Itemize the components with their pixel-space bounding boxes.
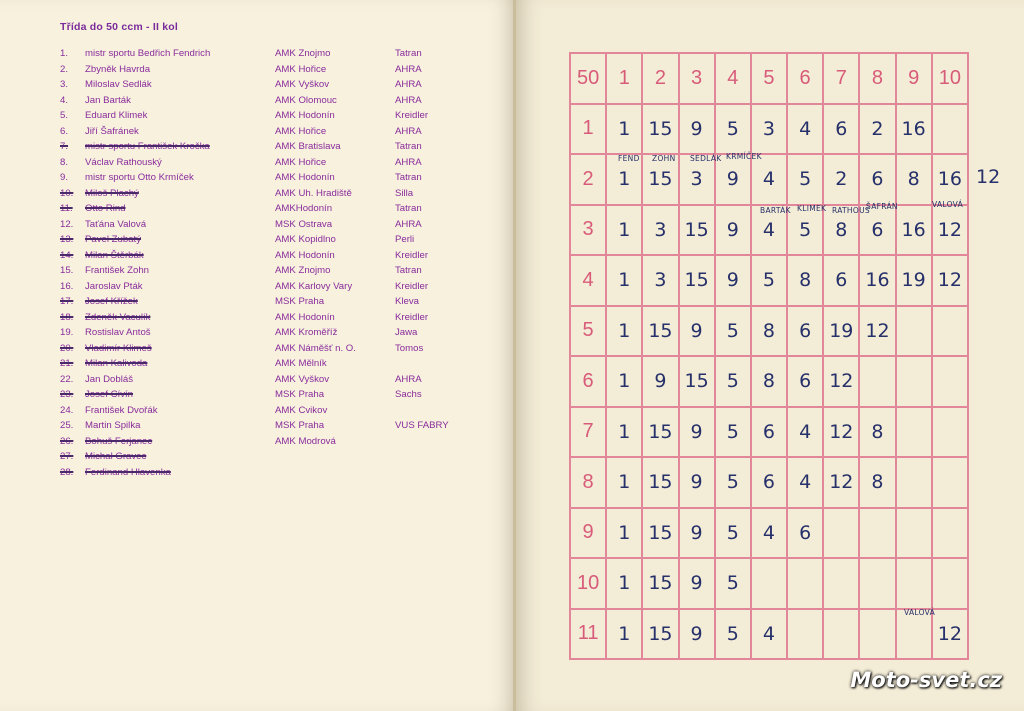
- lap-cell: 5: [715, 407, 751, 458]
- lap-cell: 6: [751, 457, 787, 508]
- lap-cell: 9: [715, 154, 751, 205]
- entry-club: AMK Znojmo: [275, 265, 331, 276]
- lap-cell: 4: [751, 508, 787, 559]
- entry-make: AHRA: [395, 94, 422, 106]
- lap-cell: 6: [787, 508, 823, 559]
- entry-name: Martin Spilka: [85, 420, 141, 431]
- lap-cell: 1: [606, 356, 642, 407]
- lap-cell: 9: [679, 508, 715, 559]
- entry-club: AMK Hořice: [275, 156, 327, 168]
- lap-cell: 9: [679, 306, 715, 357]
- lap-cell: 5: [715, 508, 751, 559]
- entry-name: Jiří Šafránek: [85, 125, 139, 137]
- lap-cell: 1: [606, 558, 642, 609]
- entry-club: AMK Hodonín: [275, 249, 335, 261]
- lap-cell: 15: [642, 609, 678, 660]
- lap-cell: 15: [642, 306, 678, 357]
- entry-number: 17.: [60, 296, 74, 307]
- lap-label: 3: [570, 205, 606, 256]
- lap-row: [570, 306, 968, 357]
- entry-club: AMK Hořice: [275, 125, 327, 137]
- entry-number: 18.: [60, 311, 74, 323]
- lap-label: 4: [570, 255, 606, 306]
- entry-make: Silla: [395, 187, 414, 199]
- lap-cell: 6: [859, 154, 895, 205]
- entry-make: Tatran: [395, 172, 422, 183]
- entry-make: VUS FABRY: [395, 420, 449, 431]
- lap-cell: 19: [896, 255, 932, 306]
- lap-cell: 6: [823, 255, 859, 306]
- lap-cell: 1: [606, 306, 642, 357]
- lap-cell: 15: [642, 104, 678, 155]
- lap-cell: [823, 609, 859, 660]
- lap-label: 2: [570, 154, 606, 205]
- entry-name: Eduard Klimek: [85, 110, 148, 121]
- lap-cell: 8: [859, 457, 895, 508]
- entry-name: Pavel Zubatý: [85, 234, 141, 245]
- lap-cell: 9: [679, 104, 715, 155]
- lap-cell: [932, 104, 968, 155]
- column-header: 3: [679, 53, 715, 104]
- entry-club: AMK Mělník: [275, 358, 327, 369]
- lap-cell: 1: [606, 457, 642, 508]
- entry-name: Taťána Valová: [85, 218, 147, 230]
- entry-number: 11.: [60, 203, 73, 214]
- lap-cell: [751, 558, 787, 609]
- lap-cell: 8: [751, 306, 787, 357]
- lap-cell: 6: [787, 306, 823, 357]
- column-header: 10: [932, 53, 968, 104]
- entry-club: AMK Znojmo: [275, 48, 331, 59]
- lap-cell: [859, 609, 895, 660]
- entry-number: 3.: [60, 79, 69, 90]
- entry-make: Kreidler: [395, 311, 429, 323]
- lap-cell: [896, 356, 932, 407]
- entry-club: AMK Kopidlno: [275, 234, 336, 245]
- entry-club: AMK Modrová: [275, 435, 336, 447]
- lap-cell: 15: [642, 457, 678, 508]
- lap-label: 7: [570, 407, 606, 458]
- lap-cell: 6: [823, 104, 859, 155]
- lap-cell: 8: [896, 154, 932, 205]
- entry-club: AMK Hodonín: [275, 172, 335, 183]
- entry-make: Kreidler: [395, 280, 429, 292]
- lap-row: [570, 407, 968, 458]
- rider-label: RATHOUS: [832, 206, 870, 215]
- entry-name: Michal Gravec: [85, 451, 147, 462]
- entry-number: 20.: [60, 342, 74, 354]
- lap-row: [570, 104, 968, 155]
- lap-cell: 16: [896, 205, 932, 256]
- entry-make: Perli: [395, 234, 415, 245]
- lap-row: [570, 356, 968, 407]
- entry-club: MSK Ostrava: [275, 218, 333, 230]
- lap-row: [570, 457, 968, 508]
- entry-club: AMK Hodonín: [275, 110, 335, 121]
- entry-club: AMK Hořice: [275, 63, 327, 75]
- lap-cell: 5: [787, 205, 823, 256]
- entry-make: Tomos: [395, 342, 424, 354]
- rider-label: VALOVÁ: [932, 200, 964, 209]
- column-header: 1: [606, 53, 642, 104]
- lap-cell: 15: [642, 558, 678, 609]
- lap-cell: 4: [787, 104, 823, 155]
- entry-name: Miloslav Sedlák: [85, 79, 152, 90]
- lap-cell: 5: [751, 255, 787, 306]
- entry-number: 16.: [60, 280, 74, 292]
- lap-cell: 5: [715, 609, 751, 660]
- entry-club: MSK Praha: [275, 296, 325, 307]
- entry-make: Kreidler: [395, 249, 429, 261]
- lap-cell: 5: [715, 306, 751, 357]
- lap-cell: [896, 508, 932, 559]
- lap-cell: [932, 306, 968, 357]
- entry-number: 12.: [60, 218, 74, 230]
- entry-club: AMK Karlovy Vary: [275, 280, 353, 292]
- lap-cell: 9: [715, 205, 751, 256]
- entry-club: MSK Praha: [275, 420, 325, 431]
- entry-number: 9.: [60, 172, 69, 183]
- lap-cell: 3: [679, 154, 715, 205]
- entry-club: AMK Cvikov: [275, 404, 328, 416]
- entry-name: František Zohn: [85, 265, 149, 276]
- entry-number: 21.: [60, 358, 74, 369]
- lap-cell: 1: [606, 154, 642, 205]
- column-header: 5: [751, 53, 787, 104]
- lap-cell: 12: [823, 356, 859, 407]
- entry-number: 27.: [60, 451, 74, 462]
- rider-label: SEDLÁK: [690, 154, 722, 163]
- entry-make: Jawa: [395, 327, 418, 338]
- lap-cell: 3: [642, 205, 678, 256]
- lap-cell: 15: [642, 154, 678, 205]
- lap-cell: 8: [859, 407, 895, 458]
- lap-cell: 15: [679, 205, 715, 256]
- column-header: 4: [715, 53, 751, 104]
- entry-number: 25.: [60, 420, 74, 431]
- entry-number: 19.: [60, 327, 74, 338]
- lap-cell: 6: [787, 356, 823, 407]
- entry-make: Tatran: [395, 141, 422, 152]
- column-header: 2: [642, 53, 678, 104]
- lap-cell: 2: [823, 154, 859, 205]
- entry-make: Kleva: [395, 296, 419, 307]
- entry-name: Josef Cívín: [85, 389, 133, 400]
- lap-cell: 9: [679, 609, 715, 660]
- entry-club: AMK Vyškov: [275, 79, 330, 90]
- lap-cell: 9: [715, 255, 751, 306]
- lap-cell: [823, 508, 859, 559]
- entry-name: Milan Kalivoda: [85, 358, 148, 369]
- lap-cell: 5: [715, 558, 751, 609]
- entry-number: 24.: [60, 404, 74, 416]
- entry-make: AHRA: [395, 218, 422, 230]
- rider-label: FEND: [618, 154, 640, 163]
- lap-cell: 2: [859, 104, 895, 155]
- entry-name: mistr sportu Bedřich Fendrich: [85, 48, 211, 59]
- rider-label: VALOVÁ: [904, 608, 936, 617]
- lap-cell: [787, 609, 823, 660]
- lap-cell: 5: [787, 154, 823, 205]
- entry-number: 6.: [60, 125, 69, 137]
- corner-cell: 50: [570, 53, 606, 104]
- entry-club: AMKHodonín: [275, 203, 333, 214]
- lap-cell: 9: [642, 356, 678, 407]
- lap-cell: [787, 558, 823, 609]
- lap-label: 6: [570, 356, 606, 407]
- lap-cell: 9: [679, 457, 715, 508]
- entry-club: AMK Hodonín: [275, 311, 335, 323]
- lap-cell: [932, 508, 968, 559]
- entry-name: Jaroslav Pták: [85, 280, 143, 292]
- entry-make: AHRA: [395, 63, 422, 75]
- entry-name: Zbyněk Havrda: [85, 63, 151, 75]
- lap-label: 9: [570, 508, 606, 559]
- lap-cell: 1: [606, 255, 642, 306]
- entry-make: AHRA: [395, 125, 422, 137]
- lap-cell: 15: [679, 356, 715, 407]
- lap-cell: 4: [751, 205, 787, 256]
- lap-cell: 12: [823, 457, 859, 508]
- lap-cell: 15: [679, 255, 715, 306]
- entry-make: Tatran: [395, 48, 422, 59]
- lap-label: 8: [570, 457, 606, 508]
- lap-cell: 8: [787, 255, 823, 306]
- entry-number: 5.: [60, 110, 69, 121]
- rider-label: ŠAFRÁN: [866, 202, 898, 211]
- lap-label: 5: [570, 306, 606, 357]
- lap-cell: [932, 558, 968, 609]
- entry-name: Rostislav Antoš: [85, 327, 151, 338]
- entry-make: AHRA: [395, 156, 422, 168]
- entry-make: Kreidler: [395, 110, 429, 121]
- entry-club: AMK Olomouc: [275, 94, 337, 106]
- lap-cell: 5: [715, 104, 751, 155]
- entry-make: AHRA: [395, 79, 422, 90]
- entry-club: AMK Bratislava: [275, 141, 341, 152]
- lap-cell: 8: [823, 205, 859, 256]
- lap-cell: [896, 306, 932, 357]
- entry-name: Bohuš Ferjanec: [85, 435, 153, 447]
- entry-number: 28.: [60, 466, 74, 478]
- entry-make: Tatran: [395, 265, 422, 276]
- lap-cell: 1: [606, 205, 642, 256]
- lap-label: 10: [570, 558, 606, 609]
- lap-cell: 6: [859, 205, 895, 256]
- entry-name: mistr sportu František Kročka: [85, 141, 210, 152]
- lap-cell: [896, 407, 932, 458]
- lap-cell: [859, 558, 895, 609]
- rider-label: KLIMEK: [797, 204, 827, 213]
- column-header: 9: [896, 53, 932, 104]
- entry-number: 13.: [60, 234, 74, 245]
- lap-cell: 1: [606, 508, 642, 559]
- lap-cell: [932, 407, 968, 458]
- lap-cell: [896, 457, 932, 508]
- column-header: 7: [823, 53, 859, 104]
- entry-number: 14.: [60, 249, 74, 261]
- lap-cell: 4: [751, 154, 787, 205]
- entry-name: mistr sportu Otto Krmíček: [85, 172, 194, 183]
- entry-club: MSK Praha: [275, 389, 325, 400]
- entry-number: 15.: [60, 265, 74, 276]
- entry-number: 26.: [60, 435, 74, 447]
- lap-cell: [932, 457, 968, 508]
- lap-cell: 12: [823, 407, 859, 458]
- lap-cell: 6: [751, 407, 787, 458]
- lap-cell: 4: [787, 457, 823, 508]
- entry-name: Zdeněk Vaculík: [85, 311, 151, 323]
- lap-cell: 4: [751, 609, 787, 660]
- rider-label: ZOHN: [652, 154, 676, 163]
- lap-cell: [859, 508, 895, 559]
- entry-make: Sachs: [395, 389, 422, 400]
- entry-name: Milan Štěrbák: [85, 249, 144, 261]
- lap-cell: [823, 558, 859, 609]
- lap-cell: 16: [896, 104, 932, 155]
- rider-label: BARTÁK: [760, 206, 791, 215]
- lap-cell: 12: [932, 609, 968, 660]
- column-header: 8: [859, 53, 895, 104]
- lap-cell: 9: [679, 558, 715, 609]
- page-title: Třída do 50 ccm - II kol: [60, 21, 178, 33]
- entry-club: AMK Kroměříž: [275, 327, 338, 338]
- lap-cell: 12: [859, 306, 895, 357]
- lap-grid: [569, 52, 969, 660]
- lap-cell: 15: [642, 407, 678, 458]
- lap-cell: 8: [751, 356, 787, 407]
- lap-cell: 1: [606, 609, 642, 660]
- entry-name: Vladimír Klimeš: [85, 342, 152, 354]
- entry-name: Josef Křížek: [85, 296, 138, 307]
- lap-row: [570, 255, 968, 306]
- lap-cell: 5: [715, 457, 751, 508]
- lap-cell: 4: [787, 407, 823, 458]
- entry-club: AMK Náměšť n. O.: [275, 342, 356, 354]
- lap-table: [569, 52, 969, 660]
- entry-make: Tatran: [395, 203, 422, 214]
- entry-name: František Dvořák: [85, 404, 158, 416]
- entry-make: AHRA: [395, 373, 422, 385]
- lap-label: 11: [570, 609, 606, 660]
- watermark-logo: Moto-svet.cz: [850, 668, 1002, 692]
- lap-cell: 16: [859, 255, 895, 306]
- lap-cell: 3: [642, 255, 678, 306]
- lap-cell: 16: [932, 154, 968, 205]
- entry-club: AMK Vyškov: [275, 373, 330, 385]
- lap-label: 1: [570, 104, 606, 155]
- entry-name: Miloš Plachý: [85, 187, 139, 199]
- lap-cell: 1: [606, 104, 642, 155]
- lap-cell: 9: [679, 407, 715, 458]
- lap-row: [570, 558, 968, 609]
- column-header: 6: [787, 53, 823, 104]
- lap-cell: 19: [823, 306, 859, 357]
- rider-label: KRMÍČEK: [726, 152, 762, 161]
- entry-name: Jan Barták: [85, 94, 131, 106]
- entry-number: 1.: [60, 48, 69, 59]
- entry-number: 8.: [60, 156, 69, 168]
- entry-name: Jan Dobláš: [85, 373, 133, 385]
- entry-name: Václav Rathouský: [85, 156, 162, 168]
- lap-cell: 1: [606, 407, 642, 458]
- lap-cell: [896, 558, 932, 609]
- entry-number: 2.: [60, 63, 69, 75]
- lap-cell: 12: [932, 255, 968, 306]
- entry-number: 4.: [60, 94, 69, 106]
- lap-row: [570, 508, 968, 559]
- overflow-value: 12: [976, 166, 1001, 188]
- lap-cell: 5: [715, 356, 751, 407]
- entry-club: AMK Uh. Hradiště: [275, 187, 352, 199]
- lap-cell: [859, 356, 895, 407]
- lap-cell: 15: [642, 508, 678, 559]
- entry-name: Otto Rind: [85, 203, 126, 214]
- entry-number: 10.: [60, 187, 74, 199]
- entry-number: 22.: [60, 373, 74, 385]
- lap-cell: 12: [932, 205, 968, 256]
- lap-cell: [932, 356, 968, 407]
- entry-number: 7.: [60, 141, 69, 152]
- lap-cell: 3: [751, 104, 787, 155]
- entry-number: 23.: [60, 389, 74, 400]
- entry-name: Ferdinand Hlavenka: [85, 466, 171, 478]
